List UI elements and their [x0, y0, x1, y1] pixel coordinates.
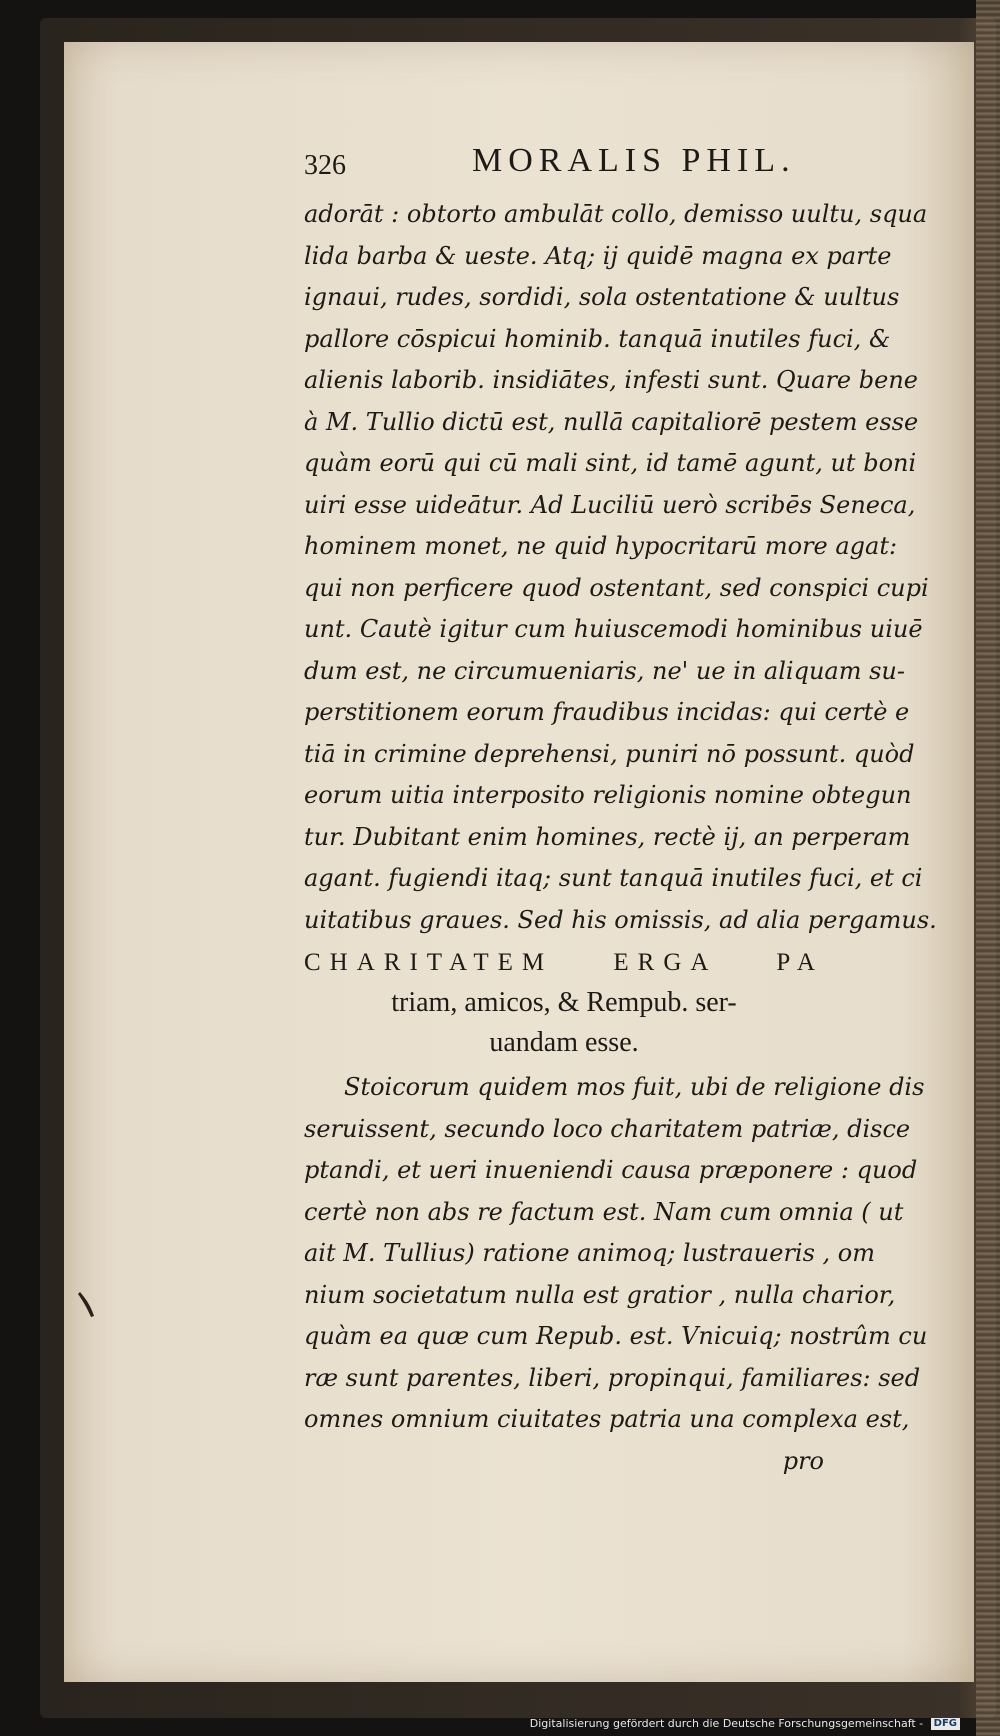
text-line: uiri esse uideātur. Ad Luciliū uerò scribēs Seneca, — [304, 490, 916, 519]
text-line: ait M. Tullius) ratione animoq; lustraueris , om — [304, 1239, 876, 1267]
book-page — [64, 42, 974, 1682]
text-line: agant. fugiendi itaq; sunt tanquā inutiles fuci, et ci — [304, 864, 923, 892]
text-line: nium societatum nulla est gratior , nulla charior, — [304, 1280, 896, 1309]
running-head: MORALIS PHIL. — [472, 142, 796, 179]
body-text — [304, 194, 937, 941]
ink-blot-icon — [76, 1290, 98, 1320]
page-fore-edge — [976, 0, 1000, 1736]
text-line: quàm eorū qui cū mali sint, id tamē agunt, ut boni — [304, 449, 917, 477]
text-line: ræ sunt parentes, liberi, propinqui, familiares: sed — [304, 1363, 921, 1392]
text-line: alienis laborib. insidiātes, infesti sunt. Quare bene — [304, 366, 918, 394]
text-line: qui non perficere quod ostentant, sed conspici cupi — [304, 573, 929, 602]
section-heading — [304, 943, 824, 1063]
text-line: à M. Tullio dictū est, nullā capitaliorē pestem esse — [304, 407, 919, 436]
text-line: tur. Dubitant enim homines, rectè ij, an perperam — [304, 822, 911, 851]
text-line: adorāt : obtorto ambulāt collo, demisso uultu, squa — [304, 200, 928, 228]
text-line: ignaui, rudes, sordidi, sola ostentatione & uultus — [304, 283, 900, 311]
section-heading-line: CHARITATEM ERGA PA — [304, 949, 824, 976]
section-heading-line: uandam esse. — [489, 1027, 639, 1058]
text-line: lida barba & ueste. Atq; ij quidē magna ex parte — [304, 241, 892, 270]
catchword: pro — [782, 1446, 824, 1475]
page-header — [304, 142, 824, 194]
text-line: hominem monet, ne quid hypocritarū more agat: — [304, 532, 898, 560]
text-line: quàm ea quæ cum Repub. est. Vnicuiq; nostrûm cu — [304, 1322, 928, 1350]
text-block — [304, 142, 937, 1482]
page-number: 326 — [304, 150, 346, 181]
text-line: dum est, ne circumueniaris, ne' ue in aliquam su- — [304, 656, 905, 685]
paragraph — [304, 1067, 928, 1441]
text-line: pallore cōspicui hominib. tanquā inutiles fuci, & — [304, 324, 891, 353]
credit-text: Digitalisierung gefördert durch die Deutsche Forschungsgemeinschaft - — [529, 1717, 924, 1730]
dfg-logo: DFG — [931, 1718, 960, 1730]
text-line: certè non abs re factum est. Nam cum omnia ( ut — [304, 1197, 904, 1226]
text-line: omnes omnium ciuitates patria una complexa est, — [304, 1405, 910, 1433]
text-line: unt. Cautè igitur cum huiuscemodi hominibus uiuē — [304, 615, 923, 643]
text-line: Stoicorum quidem mos fuit, ubi de religione dis — [344, 1073, 925, 1101]
text-line: uitatibus graues. Sed his omissis, ad alia pergamus. — [304, 905, 937, 934]
text-line: tiā in crimine deprehensi, puniri nō possunt. quòd — [304, 739, 915, 768]
text-line: perstitionem eorum fraudibus incidas: qui certè e — [304, 698, 910, 726]
funding-credit — [530, 1717, 960, 1730]
text-line: ptandi, et ueri inueniendi causa præponere : quod — [304, 1156, 918, 1184]
section-heading-line: triam, amicos, & Rempub. ser- — [391, 987, 737, 1018]
text-line: eorum uitia interposito religionis nomine obtegun — [304, 781, 912, 809]
text-line: seruissent, secundo loco charitatem patriæ, disce — [304, 1114, 911, 1143]
